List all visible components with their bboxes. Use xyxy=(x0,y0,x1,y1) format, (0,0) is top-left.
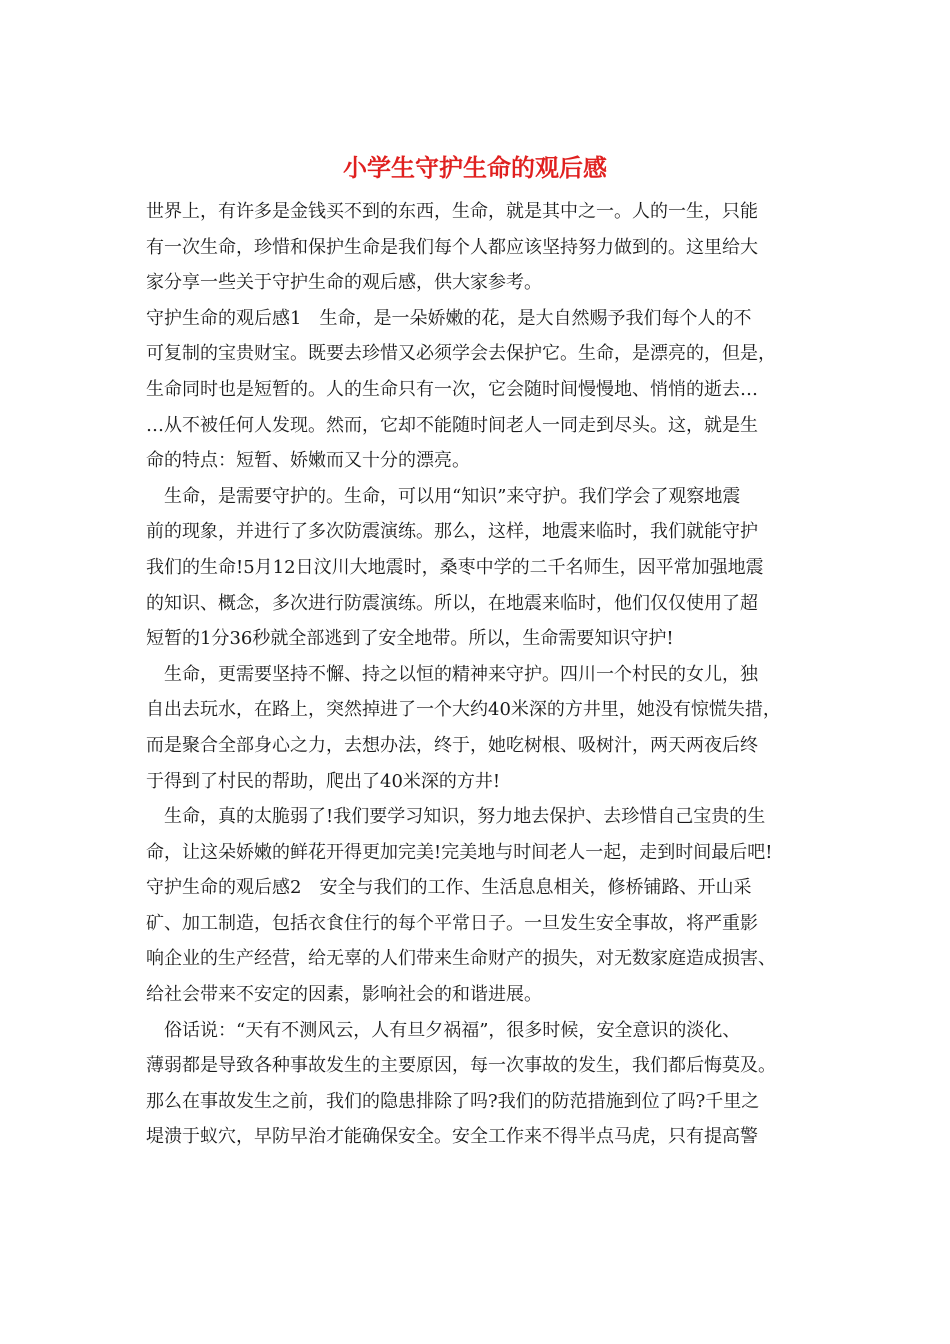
text-line: 响企业的生产经营，给无辜的人们带来生命财产的损失，对无数家庭造成损害、 xyxy=(146,948,776,970)
text-line: 给社会带来不安定的因素，影响社会的和谐进展。 xyxy=(146,984,542,1006)
text-line: 生命，真的太脆弱了!我们要学习知识，努力地去保护、去珍惜自己宝贵的生 xyxy=(146,806,766,828)
text-line: 短暂的1分36秒就全部逃到了安全地带。所以，生命需要知识守护! xyxy=(146,628,674,650)
text-line: 世界上，有许多是金钱买不到的东西，生命，就是其中之一。人的一生，只能 xyxy=(146,201,758,222)
document-title: 小学生守护生命的观后感 xyxy=(343,153,607,182)
text-line: 于得到了村民的帮助，爬出了40米深的方井! xyxy=(146,770,501,792)
text-line: 堤溃于蚁穴，早防早治才能确保安全。安全工作来不得半点马虎，只有提高警 xyxy=(146,1126,758,1148)
text-line: 俗话说：“天有不测风云，人有旦夕祸福”，很多时候，安全意识的淡化、 xyxy=(146,1019,741,1041)
text-line: 我们的生命!5月12日汶川大地震时，桑枣中学的二千名师生，因平常加强地震 xyxy=(146,556,764,578)
text-line: 自出去玩水，在路上，突然掉进了一个大约40米深的方井里，她没有惊慌失措， xyxy=(146,699,781,721)
text-line: 命的特点：短暂、娇嫩而又十分的漂亮。 xyxy=(146,450,470,472)
text-line: 生命同时也是短暂的。人的生命只有一次，它会随时间慢慢地、悄悄的逝去… xyxy=(146,378,758,400)
text-line: …从不被任何人发现。然而，它却不能随时间老人一同走到尽头。这，就是生 xyxy=(146,414,758,436)
text-line: 守护生命的观后感1 生命，是一朵娇嫩的花，是大自然赐予我们每个人的不 xyxy=(146,307,752,329)
text-line: 可复制的宝贵财宝。既要去珍惜又必须学会去保护它。生命，是漂亮的，但是， xyxy=(146,343,776,365)
text-line: 薄弱都是导致各种事故发生的主要原因，每一次事故的发生，我们都后悔莫及。 xyxy=(146,1055,776,1077)
document-body xyxy=(146,194,826,1155)
text-line: 守护生命的观后感2 安全与我们的工作、生活息息相关，修桥铺路、开山采 xyxy=(146,877,752,899)
text-line: 生命，更需要坚持不懈、持之以恒的精神来守护。四川一个村民的女儿，独 xyxy=(146,663,758,685)
text-line: 的知识、概念，多次进行防震演练。所以，在地震来临时，他们仅仅使用了超 xyxy=(146,592,758,614)
text-line: 家分享一些关于守护生命的观后感，供大家参考。 xyxy=(146,272,542,294)
text-line: 命，让这朵娇嫩的鲜花开得更加完美!完美地与时间老人一起，走到时间最后吧! xyxy=(146,841,773,863)
text-line: 有一次生命，珍惜和保护生命是我们每个人都应该坚持努力做到的。这里给大 xyxy=(146,236,758,258)
text-line: 而是聚合全部身心之力，去想办法，终于，她吃树根、吸树汁，两天两夜后终 xyxy=(146,734,758,756)
text-line: 矿、加工制造，包括衣食住行的每个平常日子。一旦发生安全事故，将严重影 xyxy=(146,912,758,934)
text-line: 生命，是需要守护的。生命，可以用“知识”来守护。我们学会了观察地震 xyxy=(146,485,741,507)
text-line: 前的现象，并进行了多次防震演练。那么，这样，地震来临时，我们就能守护 xyxy=(146,521,758,543)
text-line: 那么在事故发生之前，我们的隐患排除了吗?我们的防范措施到位了吗?千里之 xyxy=(146,1090,760,1112)
